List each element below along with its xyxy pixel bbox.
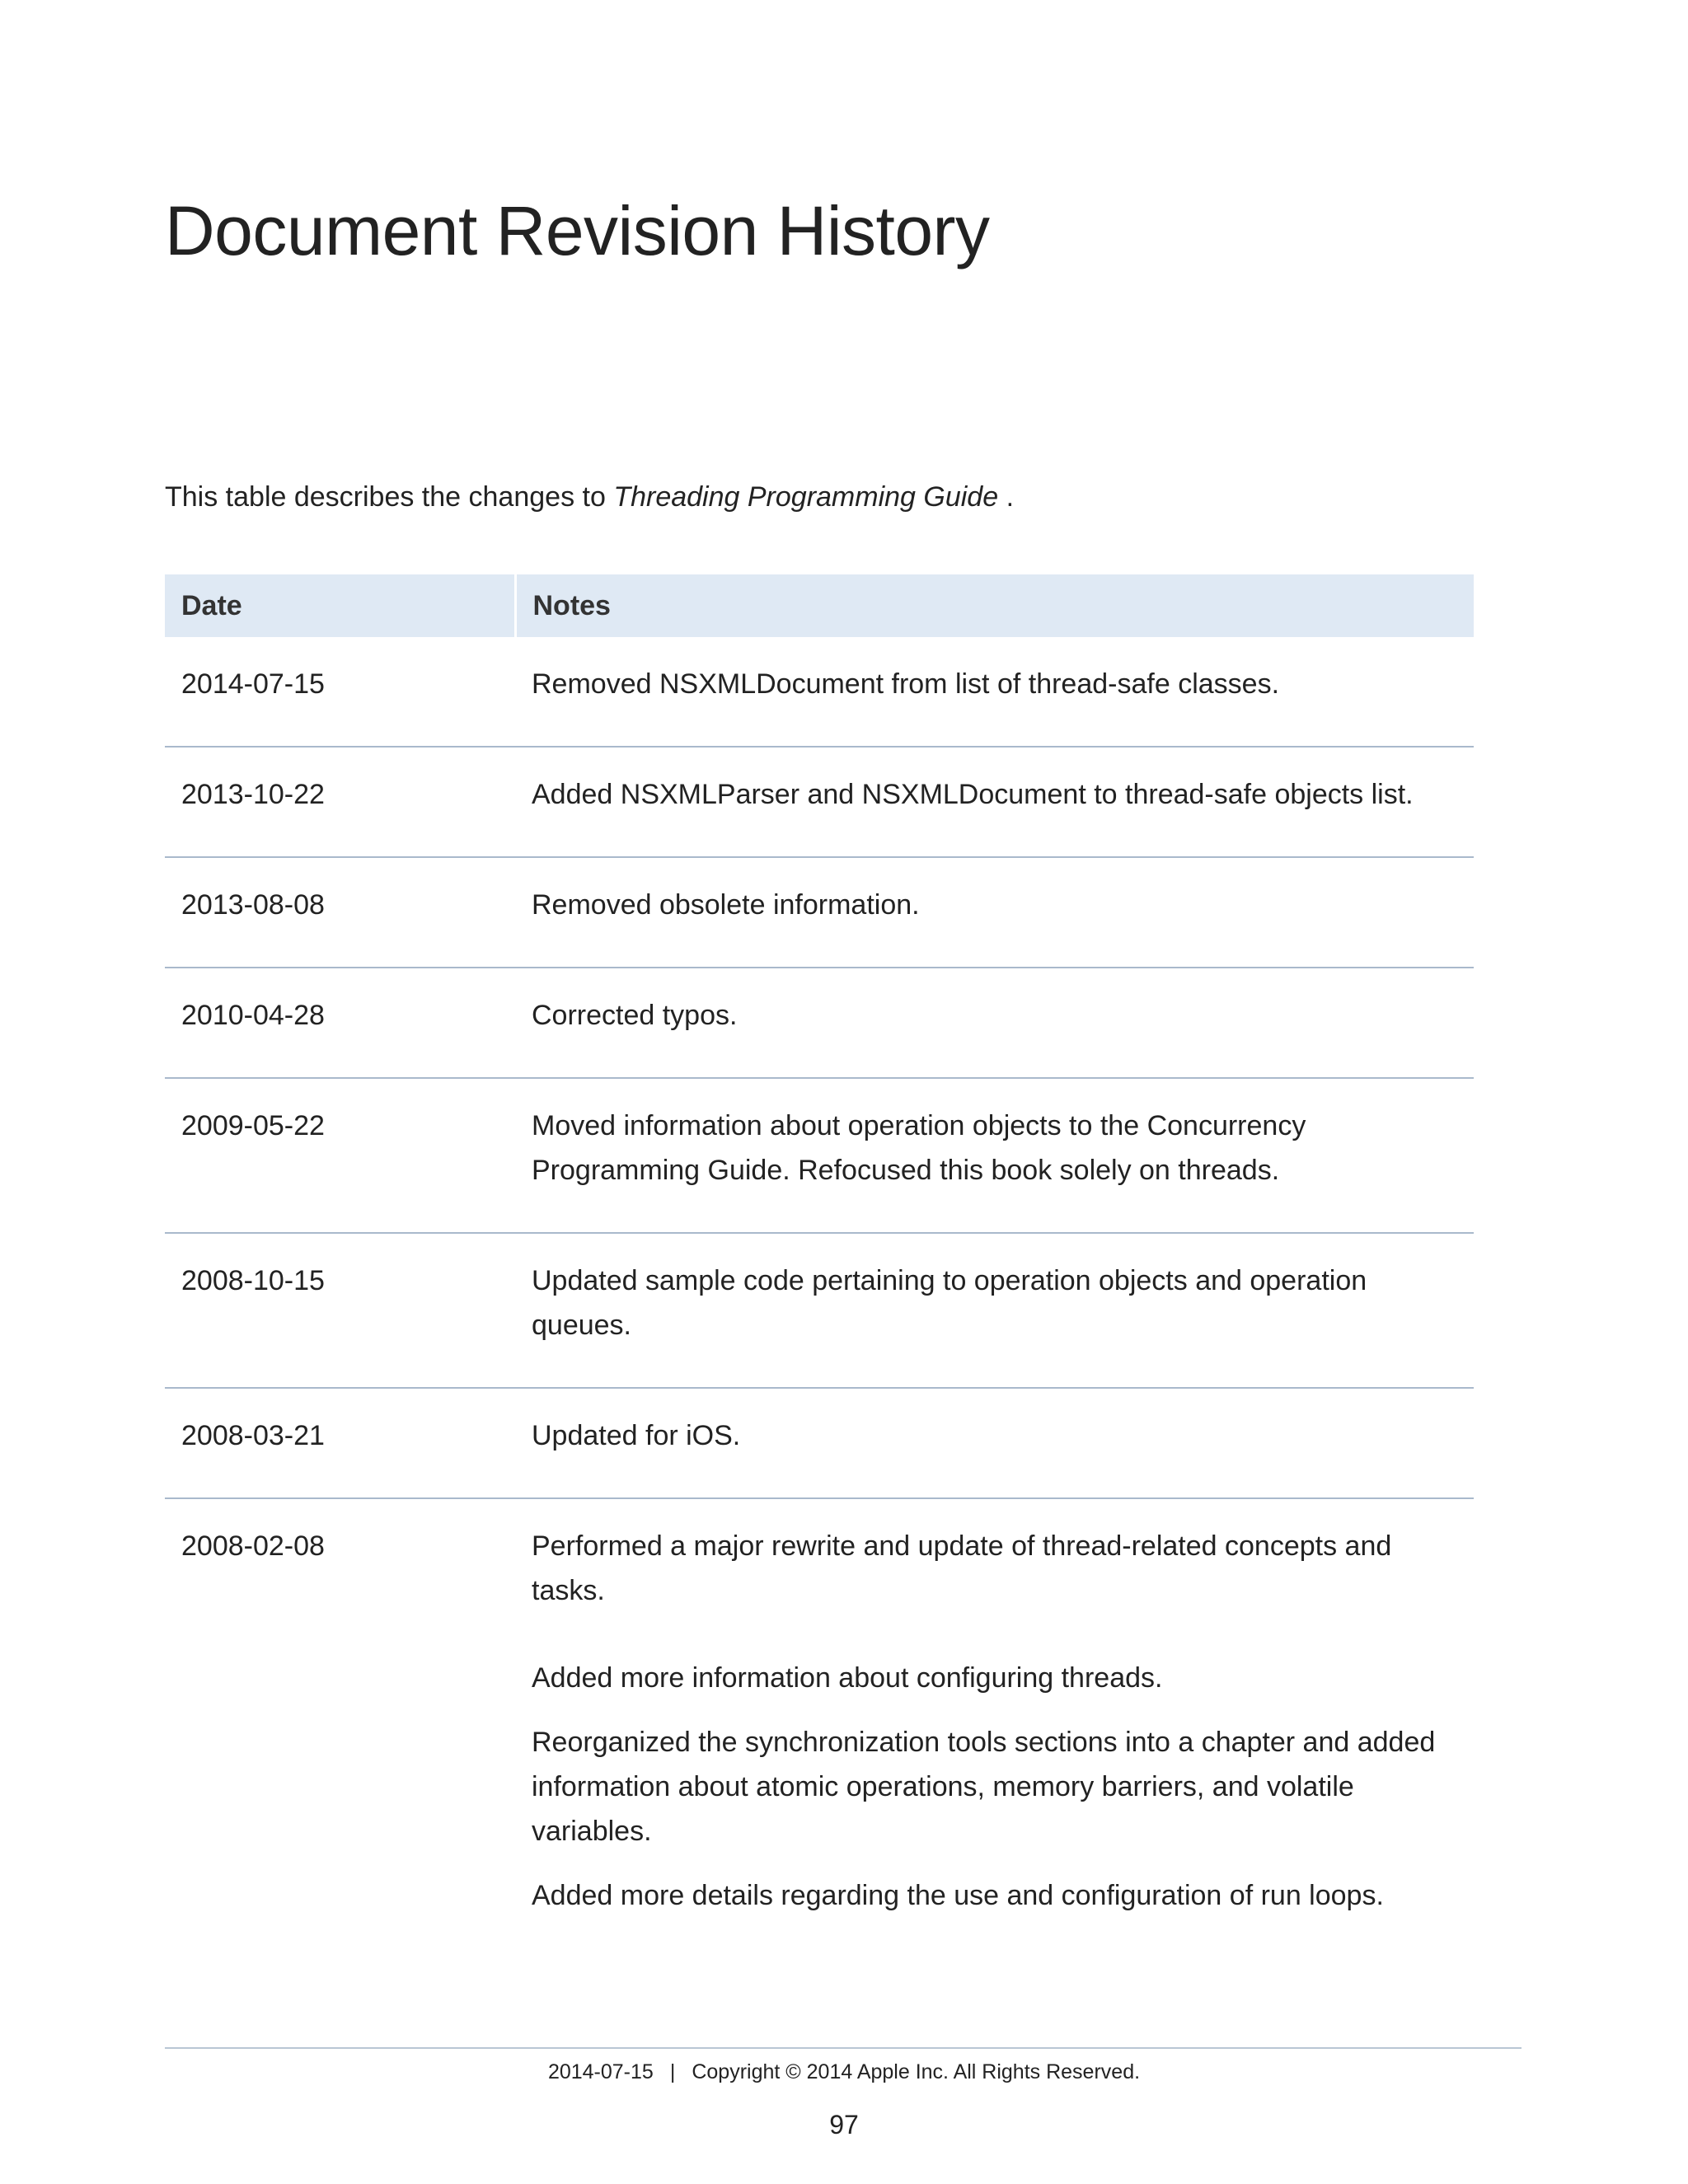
- note-paragraph: Updated for iOS.: [532, 1420, 741, 1451]
- row-date: 2008-10-15: [165, 1233, 515, 1388]
- note-paragraph: Reorganized the synchronization tools sections into a chapter and added information about atomic operations, memory barriers, and volatile variables.: [532, 1727, 1436, 1847]
- row-notes: [515, 1498, 1474, 1957]
- row-date: 2013-10-22: [165, 747, 515, 857]
- intro-text-before: This table describes the changes to: [165, 481, 614, 513]
- note-paragraph: Updated sample code pertaining to operation objects and operation queues.: [532, 1265, 1367, 1341]
- row-notes: [515, 1388, 1474, 1498]
- footer-separator: |: [669, 2060, 676, 2083]
- footer-divider: [165, 2047, 1522, 2049]
- row-date: 2010-04-28: [165, 968, 515, 1078]
- header-date: Date: [165, 574, 515, 637]
- row-date: 2014-07-15: [165, 637, 515, 747]
- footer-date: 2014-07-15: [547, 2060, 654, 2083]
- note-paragraph: Removed NSXMLDocument from list of thread-safe classes.: [532, 668, 1280, 700]
- table-row: [165, 1078, 1474, 1233]
- table-header-row: [165, 574, 1474, 637]
- revision-table: [165, 574, 1474, 1957]
- note-paragraph: Added more information about configuring threads.: [532, 1662, 1163, 1694]
- row-notes: [515, 1078, 1474, 1233]
- row-date: 2008-02-08: [181, 1530, 325, 1562]
- row-notes: [515, 747, 1474, 857]
- page-title: Document Revision History: [165, 192, 990, 269]
- footer: [0, 2060, 1688, 2084]
- row-notes: [515, 968, 1474, 1078]
- table-row: [165, 1233, 1474, 1388]
- row-notes: [515, 1233, 1474, 1388]
- page-number: 97: [829, 2110, 859, 2139]
- row-date: 2009-05-22: [165, 1078, 515, 1233]
- book-title: Threading Programming Guide: [613, 481, 999, 513]
- table-row: [165, 747, 1474, 857]
- table-row: [165, 1388, 1474, 1498]
- intro-text-after: .: [998, 481, 1015, 513]
- table-row: [165, 968, 1474, 1078]
- header-notes: Notes: [515, 574, 1474, 637]
- table-row: [165, 857, 1474, 968]
- table-row: [165, 637, 1474, 747]
- row-notes: [515, 637, 1474, 747]
- note-paragraph: Added NSXMLParser and NSXMLDocument to thread-safe objects list.: [532, 779, 1414, 810]
- note-paragraph: Removed obsolete information.: [532, 889, 920, 921]
- intro-text: [165, 481, 1014, 513]
- note-paragraph: Added more details regarding the use and configuration of run loops.: [532, 1880, 1384, 1911]
- row-notes: [515, 857, 1474, 968]
- note-paragraph: Moved information about operation objects to the Concurrency Programming Guide. Refocused this book solely on threads.: [532, 1110, 1306, 1186]
- note-paragraph: Corrected typos.: [532, 1000, 738, 1031]
- row-date: 2008-03-21: [165, 1388, 515, 1498]
- note-paragraph: Performed a major rewrite and update of thread-related concepts and tasks.: [532, 1530, 1392, 1606]
- table-row: [165, 1498, 1474, 1957]
- row-date: 2013-08-08: [165, 857, 515, 968]
- footer-copyright: Copyright © 2014 Apple Inc. All Rights Reserved.: [692, 2060, 1141, 2083]
